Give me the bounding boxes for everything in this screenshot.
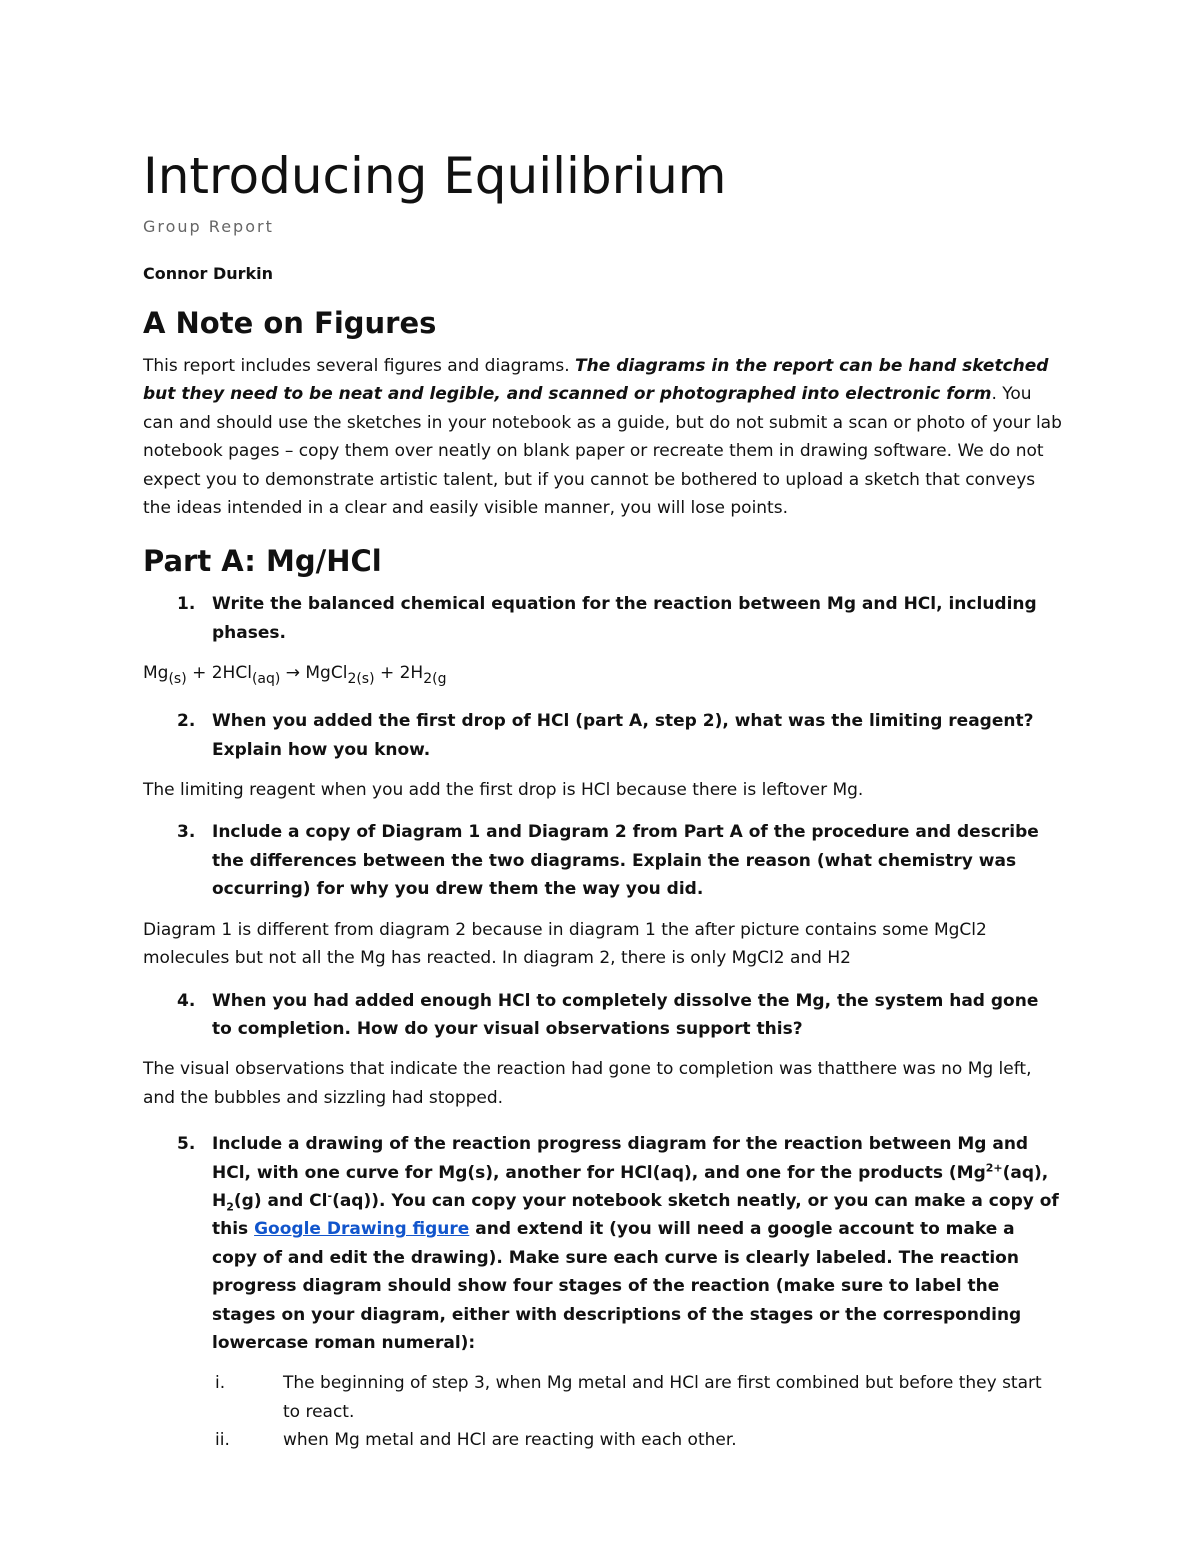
stage-text: The beginning of step 3, when Mg metal and HCl are first combined but before they start to react. (283, 1373, 1042, 1422)
stage-item (143, 1369, 1063, 1426)
question-text: Write the balanced chemical equation for the reaction between Mg and HCl, including phases. (212, 594, 1037, 643)
stage-numeral: ii. (215, 1430, 230, 1451)
question-text (212, 1130, 1063, 1357)
answer-4: The visual observations that indicate the reaction had gone to completion was thatthere was no Mg left, and the bubbles and sizzling had stopped. (143, 1059, 1032, 1108)
q5-text: (aq)). You can copy your notebook sketch neatly, or you can make a copy of this (212, 1190, 1059, 1240)
stage-numeral: i. (215, 1373, 226, 1394)
document-title: Introducing Equilibrium (143, 147, 727, 205)
question-number: 2. (177, 711, 196, 732)
note-text-1: This report includes several figures and diagrams. (143, 356, 576, 376)
note-heading: A Note on Figures (143, 306, 437, 340)
question-number: 1. (177, 594, 196, 615)
stage-text: when Mg metal and HCl are reacting with each other. (283, 1430, 737, 1451)
part-a-heading: Part A: Mg/HCl (143, 544, 382, 579)
q5-superscript: 2+ (985, 1160, 1003, 1174)
question-number: 5. (177, 1134, 196, 1155)
author-name: Connor Durkin (143, 264, 274, 283)
q5-text: and extend it (you will need a google account to make a copy of and edit the drawing). Make sure each curve is clearly labeled. The reaction progress diagram should show four stages of the reaction (make sure to label the stages on your diagram, either with descriptions of the stages or the corresponding lowercase roman numeral): (212, 1219, 1022, 1353)
eq-term: Mg (143, 663, 169, 684)
google-drawing-link[interactable]: Google Drawing figure (254, 1219, 470, 1240)
document-page (143, 140, 1063, 1455)
question-text: Include a copy of Diagram 1 and Diagram 2 from Part A of the procedure and describe the differences between the two diagrams. Explain the reason (what chemistry was occurring) for why you drew them the way you did. (212, 822, 1039, 900)
q5-subscript: 2 (226, 1200, 234, 1214)
question-5 (143, 1130, 1063, 1357)
stage-item (143, 1426, 1063, 1454)
document-subtitle: Group Report (143, 217, 274, 236)
q5-text: (aq), H (212, 1162, 1049, 1211)
q5-text: Include a drawing of the reaction progress diagram for the reaction between Mg and HCl, with one curve for Mg(s), another for HCl(aq), and one for the products (Mg (212, 1134, 1029, 1183)
question-3 (143, 818, 1063, 903)
answer-2: The limiting reagent when you add the first drop is HCl because there is leftover Mg. (143, 780, 864, 801)
question-number: 3. (177, 822, 196, 843)
note-text-emphasis: The diagrams in the report can be hand sketched but they need to be neat and legible, and scanned or photographed into electronic form (143, 356, 1049, 405)
question-2 (143, 707, 1063, 764)
eq-subscript: 2(g (423, 671, 447, 688)
eq-subscript: (aq) (251, 671, 281, 688)
question-text: When you added the first drop of HCl (part A, step 2), what was the limiting reagent? Explain how you know. (212, 711, 1034, 760)
question-4 (143, 987, 1063, 1044)
question-number: 4. (177, 990, 196, 1011)
answer-3: Diagram 1 is different from diagram 2 because in diagram 1 the after picture contains some MgCl2 molecules but not all the Mg has reacted. In diagram 2, there is only MgCl2 and H2 (143, 919, 987, 969)
question-text: When you had added enough HCl to completely dissolve the Mg, the system had gone to completion. How do your visual observations support this? (212, 990, 1039, 1039)
q5-text: (g) and Cl (233, 1190, 328, 1211)
eq-term: → MgCl (280, 663, 348, 684)
eq-term: + 2HCl (186, 663, 252, 684)
note-text-2: . You can and should use the sketches in your notebook as a guide, but do not submit a scan or photo of your lab notebook pages – copy them over neatly on blank paper or recreate them in drawing software. We do not expect you to demonstrate artistic talent, but if you cannot be bothered to upload a sketch that conveys the ideas intended in a clear and easily visible manner, you will lose points. (143, 384, 1062, 519)
q5-superscript: - (327, 1189, 333, 1203)
question-1 (143, 590, 1063, 647)
eq-subscript: (s) (168, 671, 187, 688)
eq-term: + 2H (374, 663, 424, 684)
note-paragraph (143, 352, 1063, 522)
chemical-equation (143, 659, 1063, 687)
eq-subscript: 2(s) (347, 671, 375, 688)
